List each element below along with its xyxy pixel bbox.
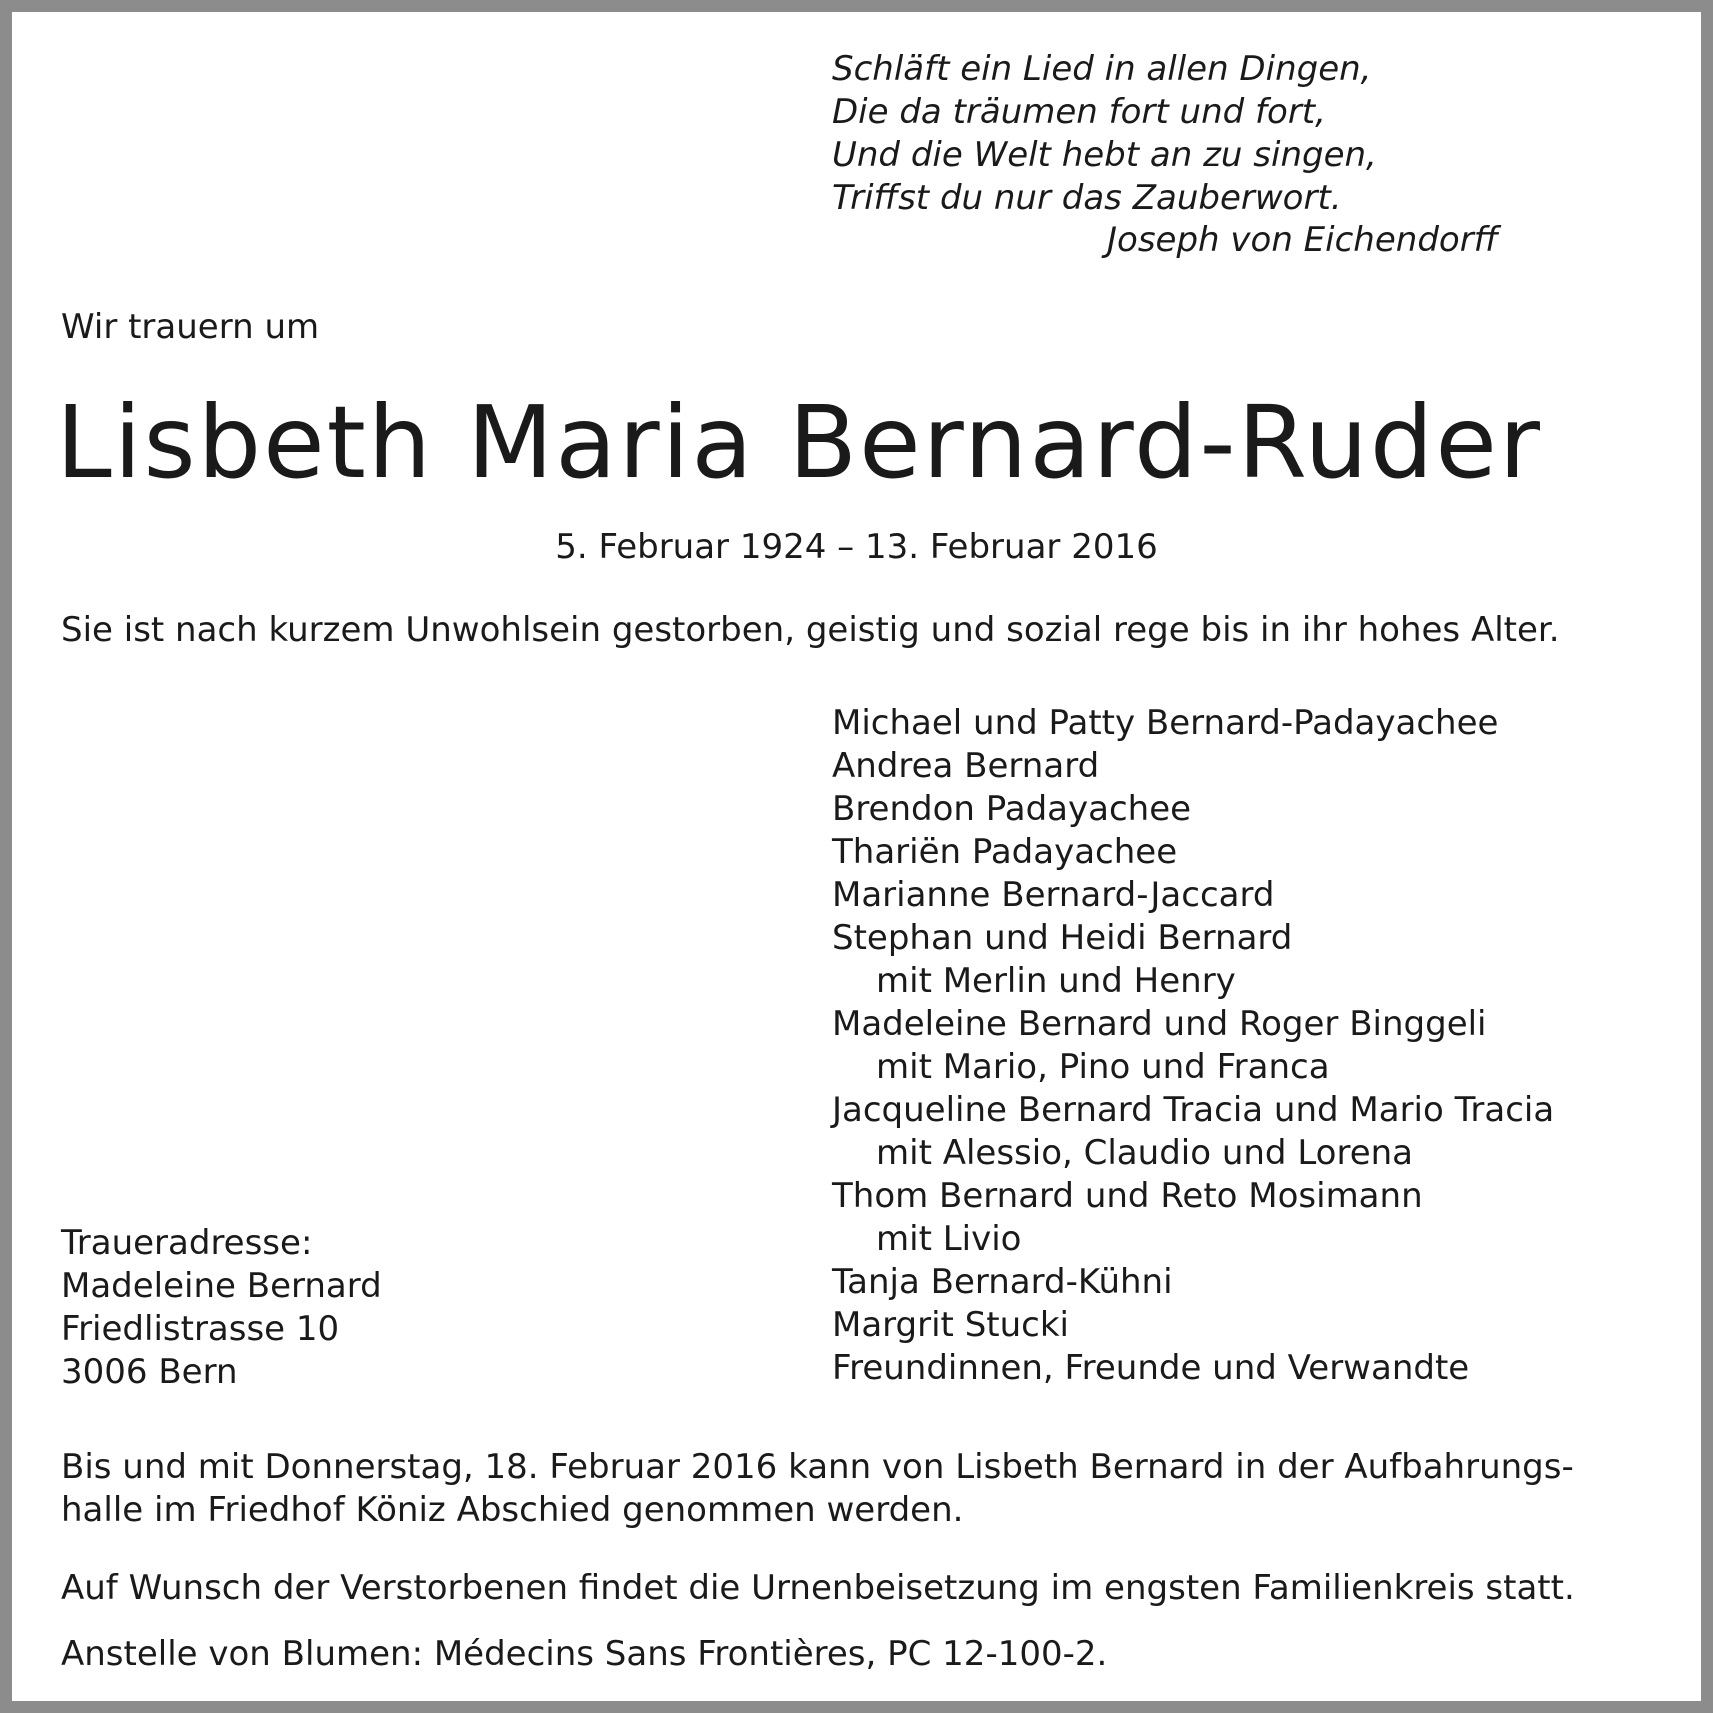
viewing-notice	[61, 1446, 1661, 1532]
mourner-entry: Jacqueline Bernard Tracia und Mario Tracia	[832, 1090, 1555, 1130]
poem-author: Joseph von Eichendorff	[1107, 220, 1499, 260]
life-dates: 5. Februar 1924 – 13. Februar 2016	[555, 527, 1158, 567]
mourner-entry: Margrit Stucki	[832, 1305, 1069, 1345]
mourner-entry: Stephan und Heidi Bernard	[832, 918, 1293, 958]
deceased-name: Lisbeth Maria Bernard-Ruder	[56, 384, 1543, 501]
burial-notice: Auf Wunsch der Verstorbenen findet die Urnenbeisetzung im engsten Familienkreis statt.	[61, 1568, 1575, 1608]
address-city: 3006 Bern	[61, 1352, 238, 1392]
donation-notice: Anstelle von Blumen: Médecins Sans Frontières, PC 12-100-2.	[61, 1634, 1108, 1674]
poem-line: Die da träumen fort und fort,	[832, 92, 1326, 132]
mourner-entry: Andrea Bernard	[832, 746, 1100, 786]
mourner-entry: Freundinnen, Freunde und Verwandte	[832, 1348, 1470, 1388]
mourner-entry: Marianne Bernard-Jaccard	[832, 875, 1275, 915]
mourners-list	[832, 702, 1554, 1390]
address-name: Madeleine Bernard	[61, 1266, 382, 1306]
mourner-entry: Brendon Padayachee	[832, 789, 1192, 829]
mourner-sub-entry: mit Livio	[876, 1219, 1022, 1259]
mourner-entry: Tanja Bernard-Kühni	[832, 1262, 1173, 1302]
viewing-notice-line: Bis und mit Donnerstag, 18. Februar 2016 kann von Lisbeth Bernard in der Aufbahrungs-	[61, 1447, 1574, 1487]
mourning-address	[61, 1222, 382, 1394]
poem-line: Triffst du nur das Zauberwort.	[832, 178, 1342, 218]
mourner-entry: Michael und Patty Bernard-Padayachee	[832, 703, 1499, 743]
mourner-entry: Madeleine Bernard und Roger Binggeli	[832, 1004, 1487, 1044]
viewing-notice-line: halle im Friedhof Köniz Abschied genommen werden.	[61, 1490, 964, 1530]
mourner-entry: Thariën Padayachee	[832, 832, 1178, 872]
death-statement: Sie ist nach kurzem Unwohlsein gestorben, geistig und sozial rege bis in ihr hohes Alter.	[61, 610, 1560, 650]
address-street: Friedlistrasse 10	[61, 1309, 340, 1349]
obituary-card	[12, 12, 1701, 1701]
poem-line: Schläft ein Lied in allen Dingen,	[832, 49, 1372, 89]
mourner-sub-entry: mit Mario, Pino und Franca	[876, 1047, 1330, 1087]
poem-line: Und die Welt hebt an zu singen,	[832, 135, 1377, 175]
mourner-entry: Thom Bernard und Reto Mosimann	[832, 1176, 1423, 1216]
address-label: Traueradresse:	[61, 1223, 313, 1263]
mourner-sub-entry: mit Alessio, Claudio und Lorena	[876, 1133, 1413, 1173]
mourner-sub-entry: mit Merlin und Henry	[876, 961, 1236, 1001]
intro-text: Wir trauern um	[61, 307, 320, 347]
poem	[832, 48, 1377, 220]
